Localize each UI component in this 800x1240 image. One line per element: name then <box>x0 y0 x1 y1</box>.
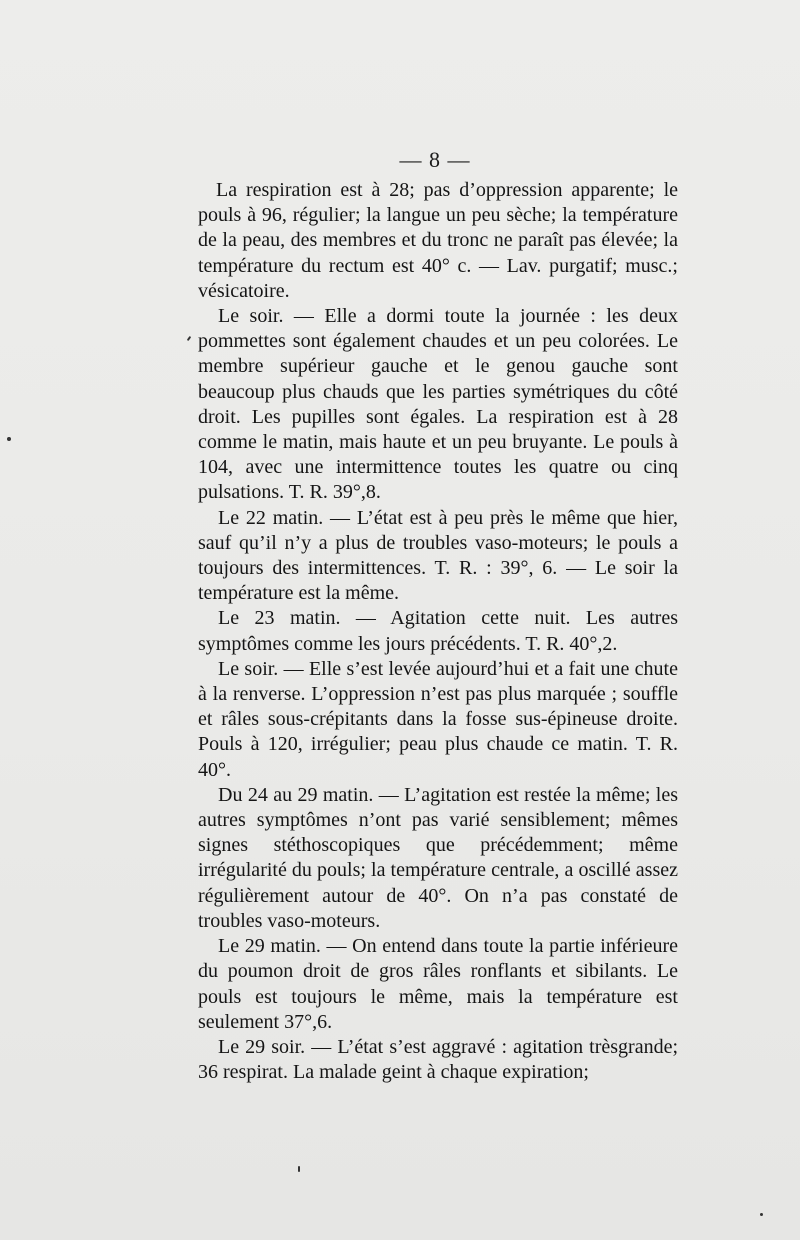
paragraph: Le 23 matin. — Agitation cette nuit. Les autres symptômes comme les jours précédents. T. R. 40°,2. <box>198 607 678 655</box>
paper-speck <box>7 437 11 441</box>
paragraph: Le 29 matin. — On entend dans toute la partie inférieure du poumon droit de gros râles ronflants et sibilants. Le pouls est toujours le même, mais la température est seulement 37°,6. <box>198 935 678 1033</box>
paragraph: Le 22 matin. — L’état est à peu près le même que hier, sauf qu’il n’y a plus de troubles vaso-moteurs; le pouls a toujours des intermittences. T. R. : 39°, 6. — Le soir la température est la même. <box>198 506 678 605</box>
paragraph: Le soir. — Elle a dormi toute la journée : les deux pommettes sont également chaudes et un peu colorées. Le membre supérieur gauche et le genou gauche sont beaucoup plus chauds que les parties symétriques du côté droit. Les pupilles sont égales. La respiration est à 28 comme le matin, mais haute et un peu bruyante. Le pouls à 104, avec une intermittence toutes les quatre ou cinq pulsations. T. R. 39°,8. <box>198 305 678 504</box>
paragraph: Le soir. — Elle s’est levée aujourd’hui et a fait une chute à la renverse. L’oppression n’est pas plus marquée ; souffle et râles sous-crépitants dans la fosse sus-épineuse droite. Pouls à 120, irrégulier; peau plus chaude ce matin. T. R. 40°. <box>198 657 678 781</box>
paragraph: Le 29 soir. — L’état s’est aggravé : agitation trèsgrande; 36 respirat. La malade geint à chaque expiration; <box>198 1035 678 1084</box>
paragraph: Du 24 au 29 matin. — L’agitation est restée la même; les autres symptômes n’ont pas varié sensiblement; mêmes signes stéthoscopiques que précédemment; même irrégularité du pouls; la température centrale, a oscillé assez régulièrement autour de 40°. On n’a pas constaté de troubles vaso-moteurs. <box>198 783 678 932</box>
paragraph: La respiration est à 28; pas d’oppression apparente; le pouls à 96, régulier; la langue un peu sèche; la température de la peau, des membres et du tronc ne paraît pas élevée; la température du rectum est 40° c. — Lav. purgatif; musc.; vésicatoire. <box>198 179 678 302</box>
paper-speck <box>187 336 192 341</box>
paper-speck <box>760 1213 763 1216</box>
page-number: — 8 — <box>399 147 471 172</box>
paper-speck <box>298 1166 300 1172</box>
body-text <box>198 178 678 1085</box>
